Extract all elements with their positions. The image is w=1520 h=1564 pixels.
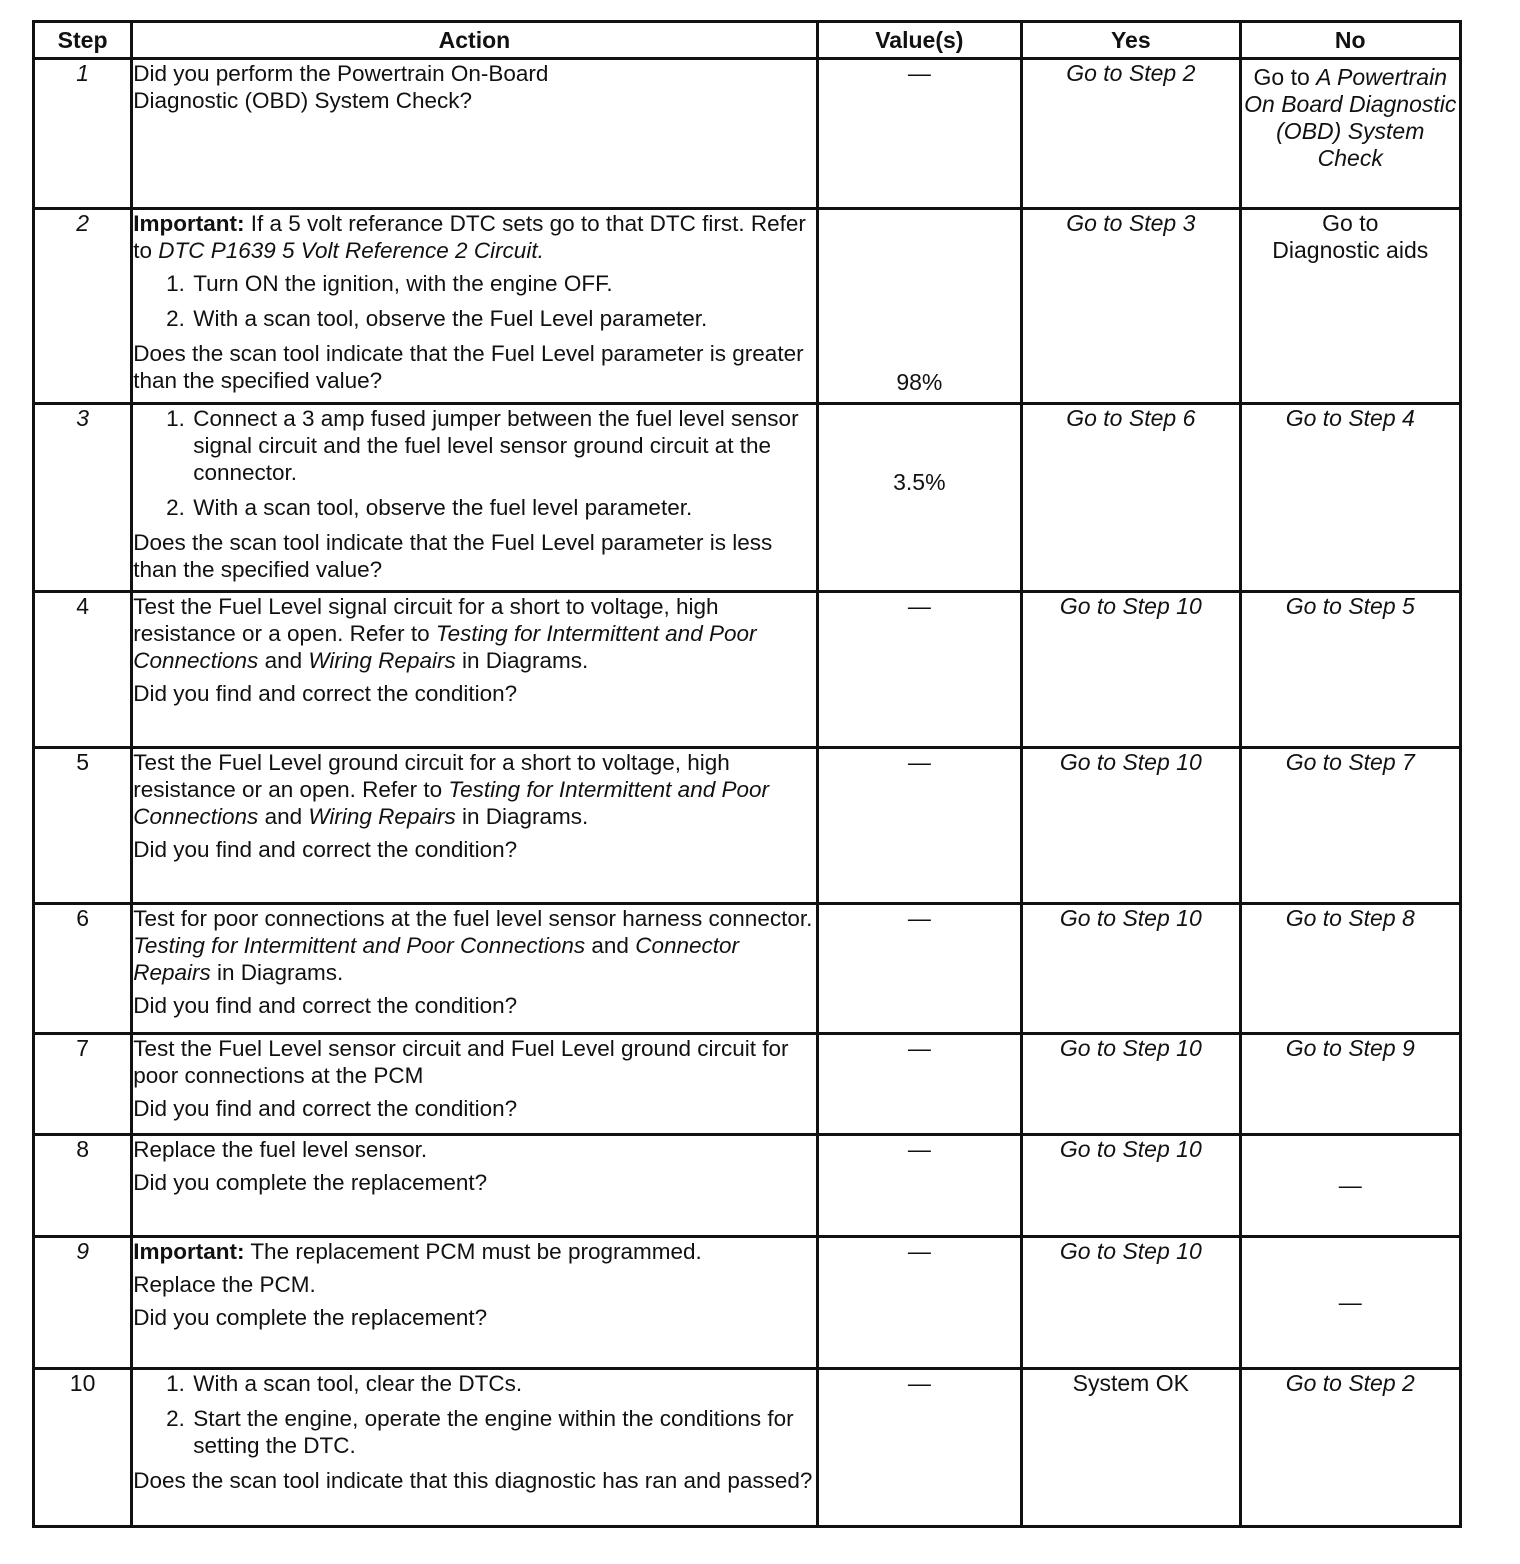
action-instruction [133,593,815,674]
table-row-step-1 [34,59,1461,209]
step-number: 5 [34,748,132,904]
action-cell [132,1369,817,1527]
list-item: 1. Turn ON the ignition, with the engine OFF. [191,270,815,297]
value-cell: — [817,1237,1021,1369]
value-cell: — [817,59,1021,209]
important-text: If a 5 volt referance DTC sets go to that DTC first. Refer to [133,211,806,263]
action-question: Did you perform the Powertrain On-Board Diagnostic (OBD) System Check? [133,61,549,113]
step-number: 6 [34,904,132,1034]
no-cell: Go to Step 2 [1240,1369,1460,1527]
action-cell [132,592,817,748]
action-cell [132,1135,817,1237]
value-cell: — [817,904,1021,1034]
yes-cell: Go to Step 10 [1022,748,1240,904]
action-cell [132,1034,817,1135]
instruction-text: Test the Fuel Level signal circuit for a short to voltage, high resistance or a open. Refer to [133,594,719,646]
list-item: 2. With a scan tool, observe the fuel level parameter. [191,494,815,521]
header-row [34,22,1461,59]
no-prefix: Go to [1253,64,1310,90]
yes-cell: Go to Step 10 [1022,904,1240,1034]
important-note [133,1238,815,1265]
no-cell: Go to Step 9 [1240,1034,1460,1135]
yes-cell: Go to Step 2 [1022,59,1240,209]
action-instruction: Test the Fuel Level sensor circuit and Fuel Level ground circuit for poor connections at the PCM [133,1036,789,1088]
reference-link: Testing for Intermittent and Poor Connections [133,777,769,829]
header-step: Step [34,22,132,59]
no-cell [1240,59,1460,209]
yes-cell: Go to Step 10 [1022,1034,1240,1135]
important-label: Important: [133,1239,245,1264]
list-item: 1. With a scan tool, clear the DTCs. [191,1370,815,1397]
table-row-step-2 [34,209,1461,404]
instruction-text: and [264,804,303,829]
step-number: 10 [34,1369,132,1527]
step-list [133,405,815,521]
reference-link: Wiring Repairs [308,648,456,673]
table-row-step-8 [34,1135,1461,1237]
action-question: Does the scan tool indicate that the Fuel Level parameter is greater than the specified value? [133,341,804,393]
yes-cell: Go to Step 10 [1022,592,1240,748]
list-item: 2. With a scan tool, observe the Fuel Level parameter. [191,305,815,332]
list-item: 1. Connect a 3 amp fused jumper between the fuel level sensor signal circuit and the fuel level sensor ground circuit at the connector. [191,405,815,486]
instruction-text: and [591,933,629,958]
step-number: 8 [34,1135,132,1237]
action-question: Did you find and correct the condition? [133,993,518,1018]
table-row-step-6 [34,904,1461,1034]
no-line-2: Diagnostic aids [1272,237,1429,263]
header-yes: Yes [1022,22,1240,59]
step-number: 1 [34,59,132,209]
action-question: Did you complete the replacement? [133,1170,488,1195]
action-instruction: Replace the fuel level sensor. [133,1137,428,1162]
reference-link: Testing for Intermittent and Poor Connections [133,621,757,673]
value-cell: — [817,1034,1021,1135]
step-number: 4 [34,592,132,748]
step-number: 2 [34,209,132,404]
action-cell [132,209,817,404]
action-question: Did you find and correct the condition? [133,837,518,862]
yes-cell: Go to Step 10 [1022,1135,1240,1237]
step-list [133,270,815,332]
no-cell: Go to Step 4 [1240,404,1460,592]
yes-cell: System OK [1022,1369,1240,1527]
action-instruction [133,905,815,986]
action-instruction [133,749,815,830]
action-question: Does the scan tool indicate that this diagnostic has ran and passed? [133,1468,813,1493]
header-no: No [1240,22,1460,59]
table-row-step-5 [34,748,1461,904]
action-instruction: Replace the PCM. [133,1272,316,1297]
value-cell: — [817,1135,1021,1237]
instruction-text: Test the Fuel Level ground circuit for a short to voltage, high resistance or an open. Refer to [133,750,730,802]
reference-link: DTC P1639 5 Volt Reference 2 Circuit. [158,238,544,263]
header-action: Action [132,22,817,59]
table-row-step-9 [34,1237,1461,1369]
no-cell: Go to Step 5 [1240,592,1460,748]
action-cell [132,904,817,1034]
value-cell: — [817,592,1021,748]
instruction-text: and [264,648,303,673]
no-cell: Go to Step 7 [1240,748,1460,904]
no-cell: — [1240,1135,1460,1237]
important-text: The replacement PCM must be programmed. [250,1239,702,1264]
reference-link: Wiring Repairs [308,804,456,829]
reference-link: Testing for Intermittent and Poor Connections [133,933,586,958]
header-values: Value(s) [817,22,1021,59]
list-item: 2. Start the engine, operate the engine within the conditions for setting the DTC. [191,1405,815,1459]
value-cell: 3.5% [817,404,1021,592]
no-cell: — [1240,1237,1460,1369]
step-list [133,1370,815,1459]
yes-cell: Go to Step 3 [1022,209,1240,404]
no-cell: Go to Step 8 [1240,904,1460,1034]
reference-link: Connector Repairs [133,933,740,985]
table-row-step-10 [34,1369,1461,1527]
step-number: 9 [34,1237,132,1369]
action-question: Did you find and correct the condition? [133,1096,518,1121]
value-cell: 98% [817,209,1021,404]
important-label: Important: [133,211,245,236]
instruction-text: Test for poor connections at the fuel level sensor harness connector. [133,906,813,931]
step-number: 3 [34,404,132,592]
diagnostic-table [32,20,1462,1528]
instruction-text: in Diagrams. [461,648,589,673]
action-cell [132,1237,817,1369]
table-row-step-4 [34,592,1461,748]
instruction-text: in Diagrams. [461,804,589,829]
instruction-text: in Diagrams. [217,960,344,985]
table-row-step-7 [34,1034,1461,1135]
action-question: Did you complete the replacement? [133,1305,488,1330]
no-cell [1240,209,1460,404]
action-cell [132,404,817,592]
action-question: Does the scan tool indicate that the Fuel Level parameter is less than the specified value? [133,530,773,582]
no-reference: A Powertrain On Board Diagnostic (OBD) System Check [1244,64,1457,171]
action-cell [132,59,817,209]
action-question: Did you find and correct the condition? [133,681,518,706]
action-cell [132,748,817,904]
table-row-step-3 [34,404,1461,592]
important-note [133,210,815,264]
yes-cell: Go to Step 10 [1022,1237,1240,1369]
value-cell: — [817,1369,1021,1527]
no-line-1: Go to [1322,210,1379,236]
value-cell: — [817,748,1021,904]
step-number: 7 [34,1034,132,1135]
yes-cell: Go to Step 6 [1022,404,1240,592]
